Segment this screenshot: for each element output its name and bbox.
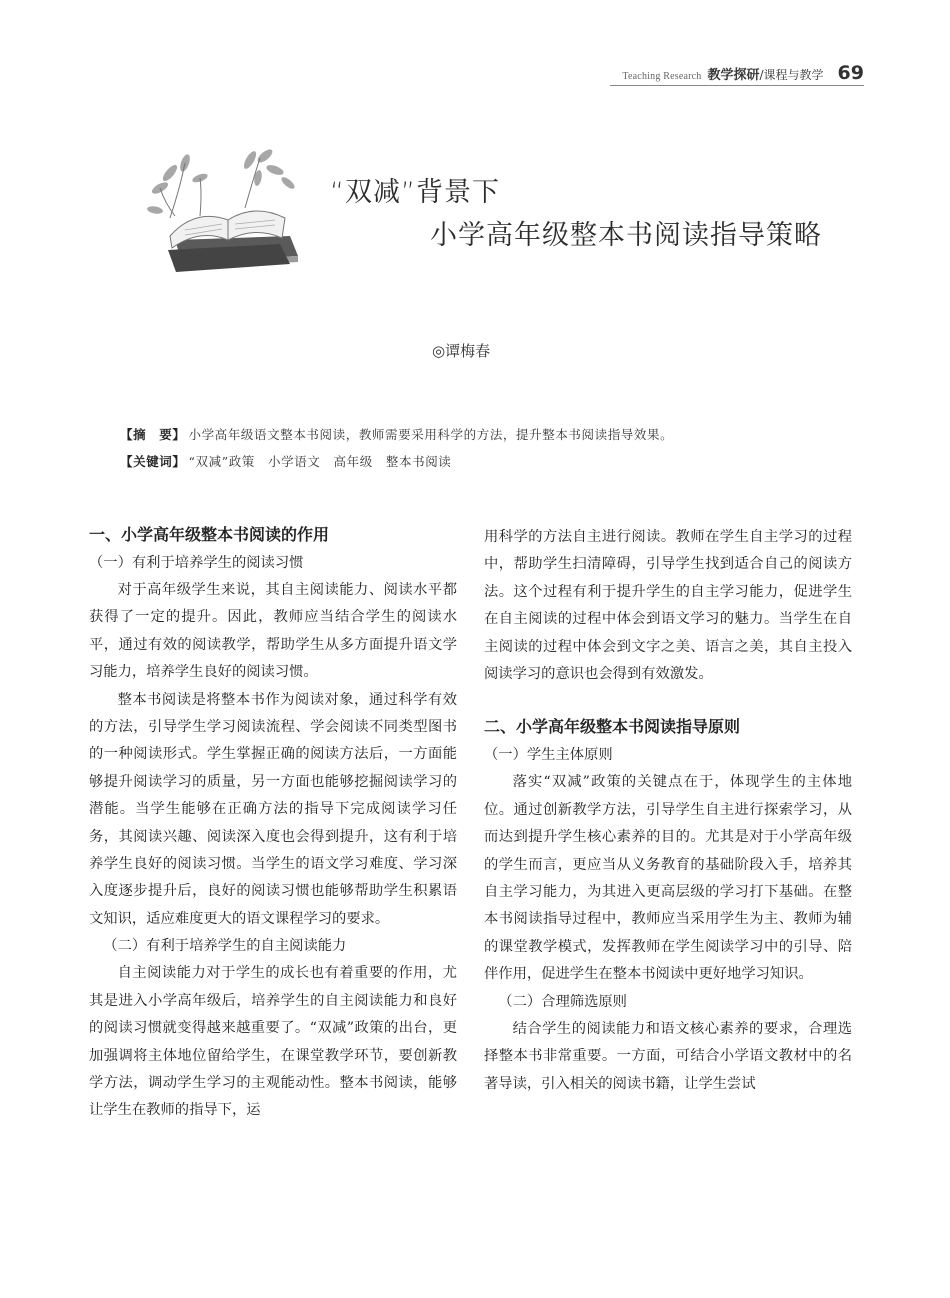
header-rule [610, 85, 864, 86]
keywords-text: “双减”政策 小学语文 高年级 整本书阅读 [188, 454, 452, 469]
subsection-heading: （一）有利于培养学生的阅读习惯 [89, 555, 304, 571]
column-name: /课程与教学 [759, 68, 824, 82]
paragraph: 对于高年级学生来说，其自主阅读能力、阅读水平都获得了一定的提升。因此，教师应当结合学生的阅读水平，通过有效的阅读教学，帮助学生从多方面提升语文学习能力，培养学生良好的阅读习惯。 [89, 582, 457, 681]
journal-name-en: Teaching Research [622, 71, 702, 82]
paragraph: 自主阅读能力对于学生的成长也有着重要的作用，尤其是进入小学高年级后，培养学生的自主阅读能力和良好的阅读习惯就变得越来越重要了。“双减”政策的出台，更加强调将主体地位留给学生，在课堂教学环节，要创新教学方法，调动学生学习的主观能动性。整本书阅读，能够让学生在教师的指导下，运 [89, 965, 457, 1119]
book-illustration [140, 148, 315, 278]
page-number: 69 [837, 62, 864, 84]
section-heading: 二、小学高年级整本书阅读指导原则 [484, 717, 741, 737]
section-heading: 一、小学高年级整本书阅读的作用 [89, 525, 330, 544]
abstract [120, 425, 673, 443]
article-title-line1: “双减”背景下 [330, 177, 500, 208]
paragraph: 落实“双减”政策的关键点在于，体现学生的主体地位。通过创新教学方法，引导学生自主进行探索学习，从而达到提升学生核心素养的目的。尤其是对于小学高年级的学生而言，更应当从义务教育的基础阶段入手，培养其自主学习能力，为其进入更高层级的学习打下基础。在整本书阅读指导过程中，教师应当采用学生为主、教师为辅的课堂教学模式，发挥教师在学生阅读学习中的引导、陪伴作用，促进学生在整本书阅读中更好地学习知识。 [484, 774, 852, 983]
subsection-heading: （一）学生主体原则 [484, 747, 613, 764]
author: ◎谭梅春 [432, 342, 491, 360]
running-header [622, 62, 864, 84]
subsection-heading: （二）合理筛选原则 [498, 993, 627, 1010]
abstract-label: 【摘 要】 [120, 427, 186, 442]
right-column [484, 524, 852, 1098]
paragraph: 结合学生的阅读能力和语文核心素养的要求，合理选择整本书非常重要。一方面，可结合小学语文教材中的名著导读，引入相关的阅读书籍，让学生尝试 [484, 1020, 852, 1092]
keywords-label: 【关键词】 [120, 454, 186, 469]
abstract-text: 小学高年级语文整本书阅读，教师需要采用科学的方法，提升整本书阅读指导效果。 [188, 427, 674, 442]
journal-name-cn: 教学探研 [707, 68, 760, 83]
keywords [120, 452, 451, 470]
left-column [89, 520, 457, 1125]
paragraph: 用科学的方法自主进行阅读。教师在学生自主学习的过程中，帮助学生扫清障碍，引导学生找到适合自己的阅读方法。这个过程有利于提升学生的自主学习能力，促进学生在自主阅读的过程中体会到语文学习的魅力。当学生在自主阅读的过程中体会到文字之美、语言之美，其自主投入阅读学习的意识也会得到有效激发。 [484, 529, 852, 683]
paragraph: 整本书阅读是将整本书作为阅读对象，通过科学有效的方法，引导学生学习阅读流程、学会阅读不同类型图书的一种阅读形式。学生掌握正确的阅读方法后，一方面能够提升阅读学习的质量，另一方面也能够挖掘阅读学习的潜能。当学生能够在正确方法的指导下完成阅读学习任务，其阅读兴趣、阅读深入度也会得到提升，这有利于培养学生良好的阅读习惯。当学生的语文学习难度、学习深入度逐步提升后，良好的阅读习惯也能够帮助学生积累语文知识，适应难度更大的语文课程学习的要求。 [89, 691, 457, 927]
subsection-heading: （二）有利于培养学生的自主阅读能力 [103, 938, 347, 955]
article-title-line2: 小学高年级整本书阅读指导策略 [430, 220, 822, 251]
